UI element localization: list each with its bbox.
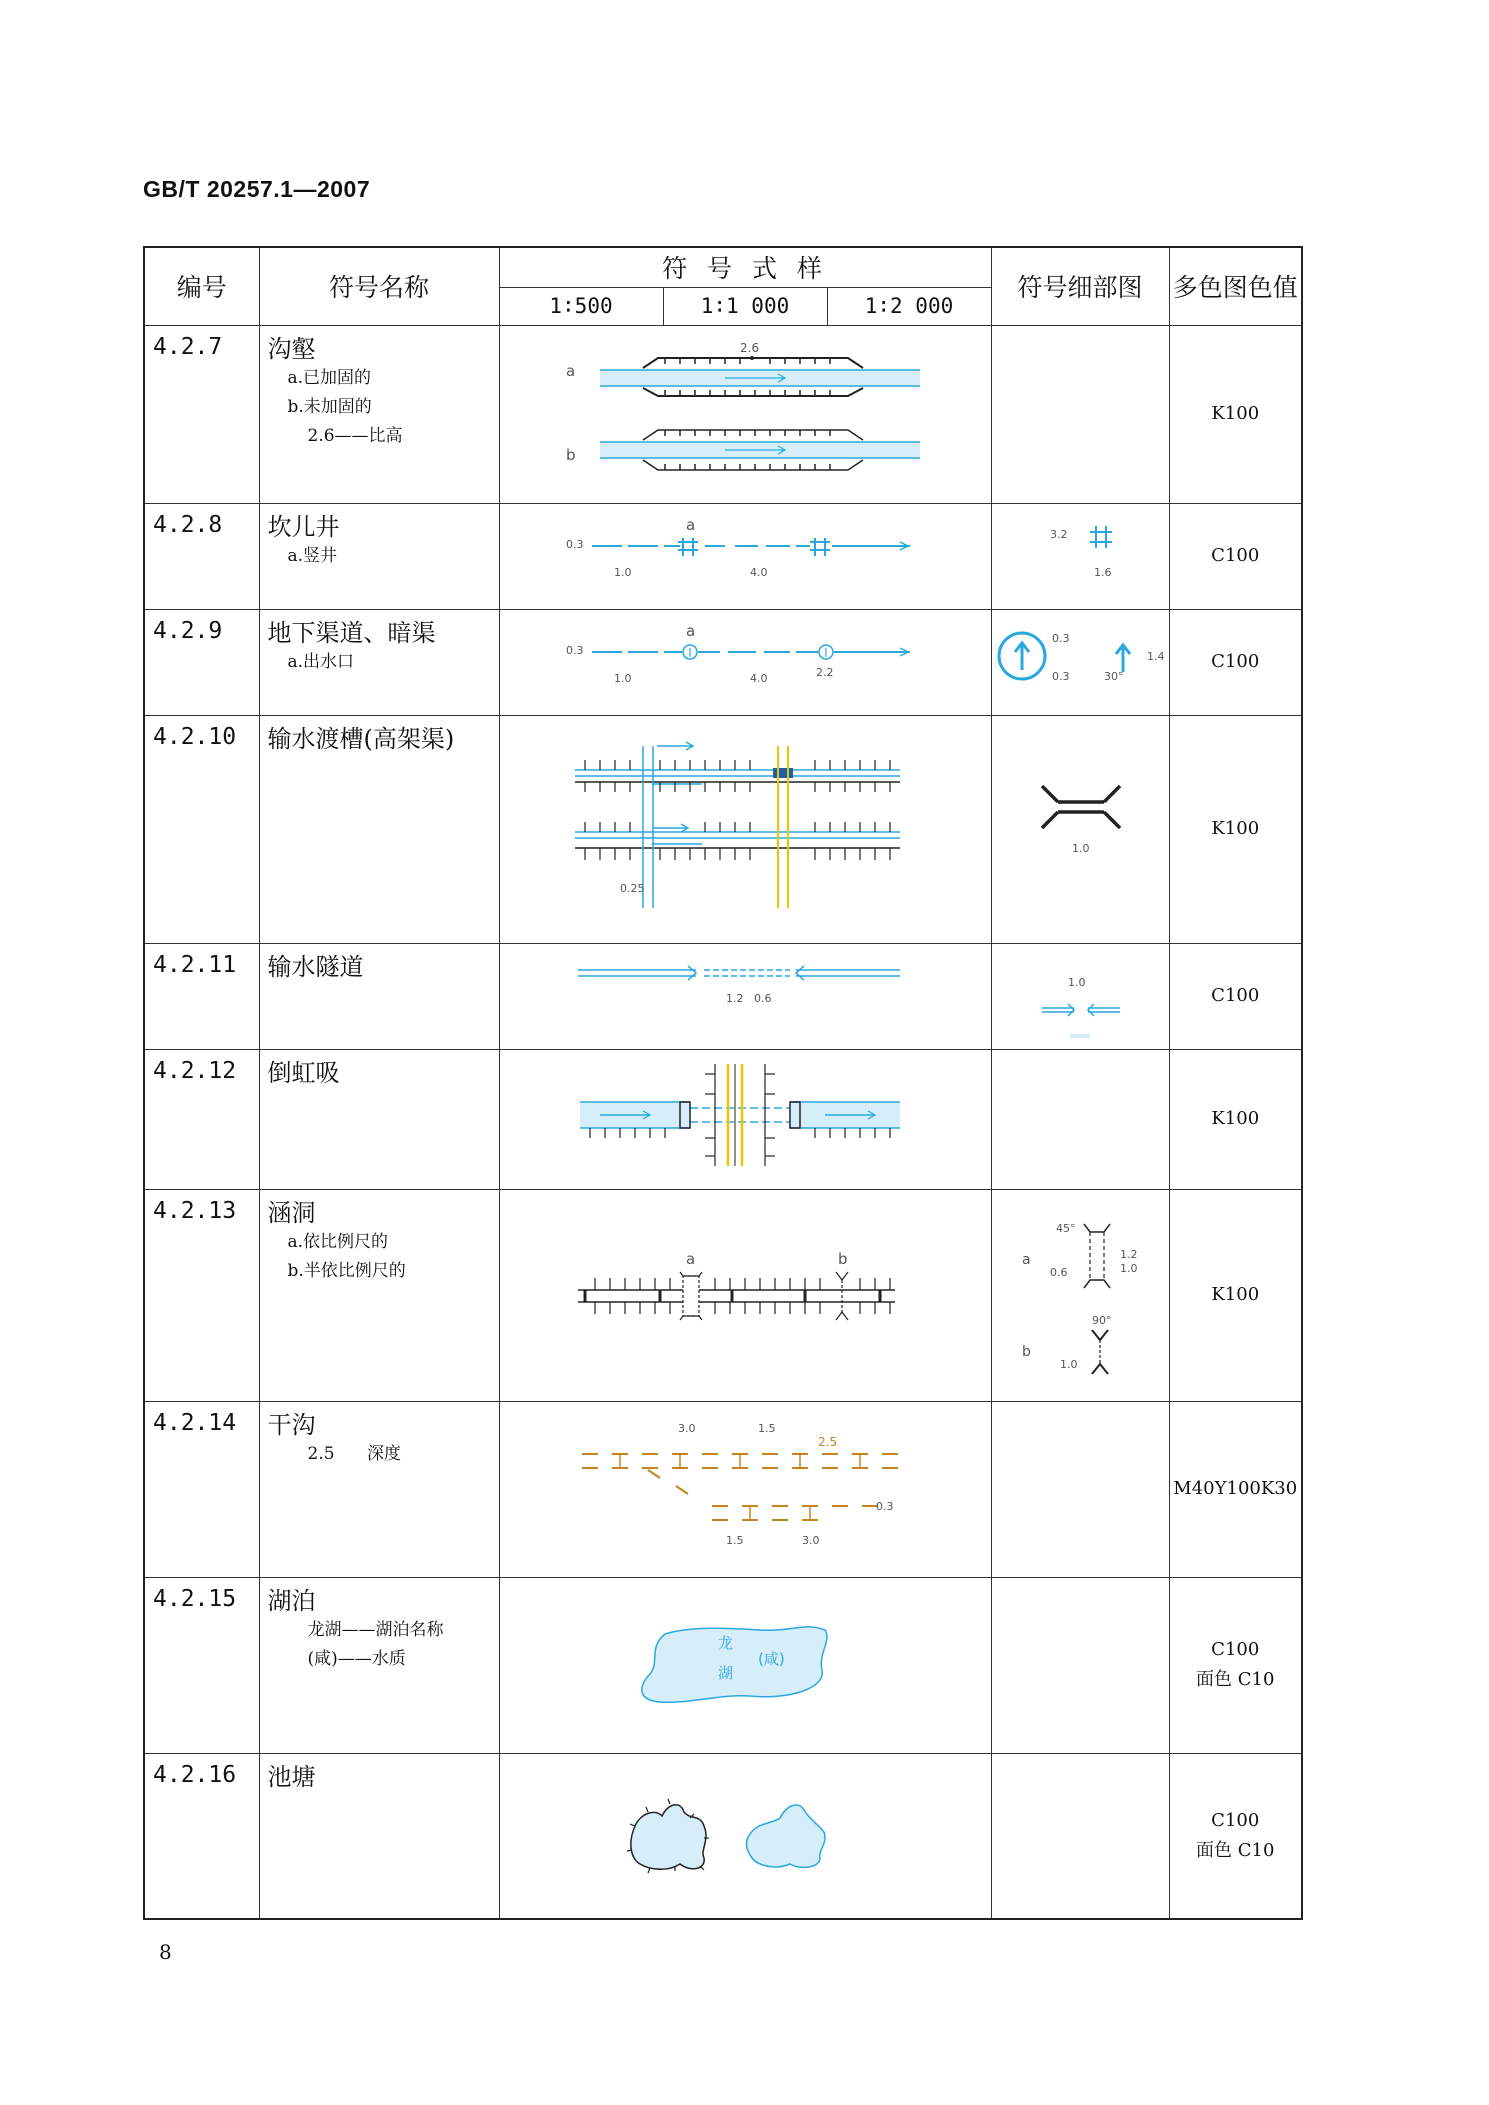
- dim-label: 0.3: [565, 643, 583, 657]
- dim-label: 4.0: [749, 671, 767, 685]
- header-scale-500: 1∶500: [499, 287, 663, 325]
- table-row: [144, 943, 1302, 1049]
- header-scale-2000: 1∶2 000: [827, 287, 991, 325]
- symbol-detail: [991, 325, 1169, 503]
- label-a: a: [685, 515, 695, 534]
- dim-label: 0.3: [1051, 631, 1069, 645]
- dim-label: 0.3: [565, 537, 583, 551]
- row-sub: b.半依比例尺的: [287, 1260, 406, 1281]
- color-value: [1169, 609, 1302, 715]
- row-name: 干沟: [267, 1410, 316, 1439]
- symbol-detail: [991, 1049, 1169, 1189]
- water-quality-label: (咸): [757, 1649, 785, 1668]
- dim-label: 1.2: [1119, 1247, 1137, 1261]
- color-text: C100: [1211, 1639, 1260, 1660]
- row-sub: 2.6——比高: [307, 425, 403, 446]
- color-text: K100: [1211, 1108, 1260, 1129]
- row-name: 涵洞: [267, 1198, 316, 1227]
- symbol-sample: [499, 715, 991, 943]
- color-value: [1169, 1189, 1302, 1401]
- dim-label: 1.0: [613, 671, 631, 685]
- symbol-sample: [499, 1049, 991, 1189]
- label-a: a: [685, 621, 695, 640]
- symbol-sample: [499, 943, 991, 1049]
- color-text: K100: [1211, 403, 1260, 424]
- color-value: [1169, 715, 1302, 943]
- culvert-detail: [992, 1190, 1170, 1402]
- row-sub: b.未加固的: [287, 396, 372, 417]
- row-id: 4.2.10: [144, 715, 259, 943]
- symbol-sample: [499, 503, 991, 609]
- row-name-cell: [259, 609, 499, 715]
- color-text: C100: [1211, 651, 1260, 672]
- row-id: 4.2.16: [144, 1753, 259, 1919]
- row-sub: (咸)——水质: [307, 1648, 406, 1669]
- label-height: 2.6: [739, 340, 759, 355]
- dim-label: 4.0: [749, 565, 767, 579]
- dim-label: 3.0: [801, 1533, 819, 1547]
- color-text: K100: [1211, 818, 1260, 839]
- depth-label: 2.5: [817, 1434, 837, 1449]
- label-a: a: [565, 361, 575, 380]
- culvert-symbol: [500, 1190, 992, 1402]
- row-sub: a.出水口: [287, 651, 355, 672]
- fill-color-text: 面色 C10: [1196, 1839, 1275, 1861]
- row-name-cell: [259, 503, 499, 609]
- ditch-symbol: [500, 326, 992, 504]
- water-tunnel-symbol: [500, 944, 992, 1050]
- color-text: C100: [1211, 1809, 1260, 1831]
- symbol-sample: [499, 1577, 991, 1753]
- row-name-cell: [259, 1049, 499, 1189]
- row-name-cell: [259, 1577, 499, 1753]
- dim-label: 1.2: [725, 991, 743, 1005]
- culvert-ticks: [595, 1278, 890, 1314]
- row-id: 4.2.8: [144, 503, 259, 609]
- color-text: C100: [1211, 545, 1260, 566]
- symbol-detail: [991, 1577, 1169, 1753]
- dim-label: 3.0: [677, 1421, 695, 1435]
- label-b: b: [1021, 1343, 1031, 1360]
- color-value: [1169, 503, 1302, 609]
- outlet-detail: [992, 610, 1170, 716]
- dim-label: 0.6: [753, 991, 771, 1005]
- row-id: 4.2.12: [144, 1049, 259, 1189]
- document-code: GB/T 20257.1—2007: [143, 176, 371, 202]
- dim-label: 2.2: [815, 665, 833, 679]
- table-row: [144, 1577, 1302, 1753]
- table-row: [144, 1401, 1302, 1577]
- row-sub: a.依比例尺的: [287, 1231, 389, 1252]
- dim-label: 30°: [1103, 669, 1123, 683]
- color-text: M40Y100K30: [1173, 1478, 1298, 1499]
- symbol-detail: [991, 1189, 1169, 1401]
- karez-line: [592, 538, 910, 556]
- symbol-detail: [991, 503, 1169, 609]
- row-id: 4.2.11: [144, 943, 259, 1049]
- symbol-sample: [499, 1401, 991, 1577]
- row-name-cell: [259, 715, 499, 943]
- dry-ditch-symbol: [500, 1402, 992, 1578]
- dim-label: 90°: [1091, 1313, 1111, 1327]
- dim-label: 0.3: [1051, 669, 1069, 683]
- label-a: a: [1021, 1251, 1031, 1268]
- table-row: [144, 1753, 1302, 1919]
- row-id: 4.2.13: [144, 1189, 259, 1401]
- lake-name-char: 湖: [717, 1663, 733, 1682]
- row-sub: a.已加固的: [287, 367, 372, 388]
- row-sub: 龙湖——湖泊名称: [307, 1619, 444, 1640]
- row-name-cell: [259, 325, 499, 503]
- row-id: 4.2.14: [144, 1401, 259, 1577]
- row-name: 输水隧道: [267, 952, 364, 981]
- dim-label: 1.0: [613, 565, 631, 579]
- dim-label: 1.6: [1093, 565, 1111, 579]
- dim-label: 45°: [1055, 1221, 1075, 1235]
- header-detail: 符号细部图: [991, 247, 1169, 325]
- dim-label: 0.3: [875, 1499, 893, 1513]
- symbol-detail: [991, 609, 1169, 715]
- lake-name-char: 龙: [717, 1633, 733, 1652]
- underground-channel-symbol: [500, 610, 992, 716]
- row-name-cell: [259, 1753, 499, 1919]
- header-id: 编号: [144, 247, 259, 325]
- color-value: [1169, 325, 1302, 503]
- row-name: 湖泊: [267, 1586, 316, 1615]
- row-name: 坎儿井: [267, 512, 340, 541]
- label-b: b: [837, 1249, 848, 1268]
- fill-color-text: 面色 C10: [1196, 1669, 1275, 1690]
- aqueduct-ticks: [585, 760, 890, 860]
- dim-label: 1.0: [1071, 841, 1089, 855]
- symbol-detail: [991, 1753, 1169, 1919]
- water-tunnel-detail: [992, 944, 1170, 1050]
- pond-symbol: [500, 1754, 992, 1920]
- label-a: a: [685, 1249, 695, 1268]
- row-name-cell: [259, 1189, 499, 1401]
- symbol-detail: [991, 943, 1169, 1049]
- symbol-detail: [991, 715, 1169, 943]
- page-number: 8: [159, 1940, 172, 1964]
- symbol-sample: [499, 1189, 991, 1401]
- dim-label: 1.5: [725, 1533, 743, 1547]
- dim-label: 1.0: [1067, 975, 1085, 989]
- dim-label: 0.6: [1049, 1265, 1067, 1279]
- row-name-cell: [259, 1401, 499, 1577]
- color-value: [1169, 943, 1302, 1049]
- color-text: K100: [1211, 1284, 1260, 1305]
- row-name: 地下渠道、暗渠: [267, 618, 436, 647]
- symbol-sample: [499, 1753, 991, 1919]
- dim-label: 1.5: [757, 1421, 775, 1435]
- row-sub: a.竖井: [287, 545, 338, 566]
- table-row: [144, 1189, 1302, 1401]
- header-scale-1000: 1∶1 000: [663, 287, 827, 325]
- dim-label: 1.4: [1146, 649, 1164, 663]
- color-value: [1169, 1401, 1302, 1577]
- row-id: 4.2.15: [144, 1577, 259, 1753]
- row-name: 池塘: [267, 1762, 316, 1791]
- table-row: [144, 325, 1302, 503]
- color-value: [1169, 1049, 1302, 1189]
- dim-label: 1.0: [1059, 1357, 1077, 1371]
- dim-label: 3.2: [1049, 527, 1067, 541]
- symbol-detail: [991, 1401, 1169, 1577]
- symbol-sample: [499, 325, 991, 503]
- color-value: [1169, 1753, 1302, 1919]
- row-name: 输水渡槽(高架渠): [267, 724, 455, 753]
- row-id: 4.2.7: [144, 325, 259, 503]
- inverted-siphon-symbol: [500, 1050, 992, 1190]
- label-b: b: [565, 445, 576, 464]
- header-name: 符号名称: [259, 247, 499, 325]
- dim-label: 1.0: [1119, 1261, 1137, 1275]
- header-sample: 符 号 式 样: [499, 247, 991, 287]
- aqueduct-detail: [992, 716, 1170, 944]
- row-name-cell: [259, 943, 499, 1049]
- table-row: [144, 715, 1302, 943]
- symbol-table: [143, 246, 1303, 1920]
- header-color: 多色图色值: [1169, 247, 1302, 325]
- symbol-sample: [499, 609, 991, 715]
- color-text: C100: [1211, 985, 1260, 1006]
- row-name: 倒虹吸: [267, 1058, 340, 1087]
- color-value: [1169, 1577, 1302, 1753]
- lake-symbol: [500, 1578, 992, 1754]
- table-row: [144, 1049, 1302, 1189]
- karez-symbol: [500, 504, 992, 610]
- karez-detail: [992, 504, 1170, 610]
- table-row: [144, 609, 1302, 715]
- row-id: 4.2.9: [144, 609, 259, 715]
- dim-label: 0.25: [619, 881, 644, 895]
- row-name: 沟壑: [267, 334, 316, 363]
- table-row: [144, 503, 1302, 609]
- aqueduct-symbol: [500, 716, 992, 944]
- row-sub: 2.5 深度: [307, 1443, 401, 1464]
